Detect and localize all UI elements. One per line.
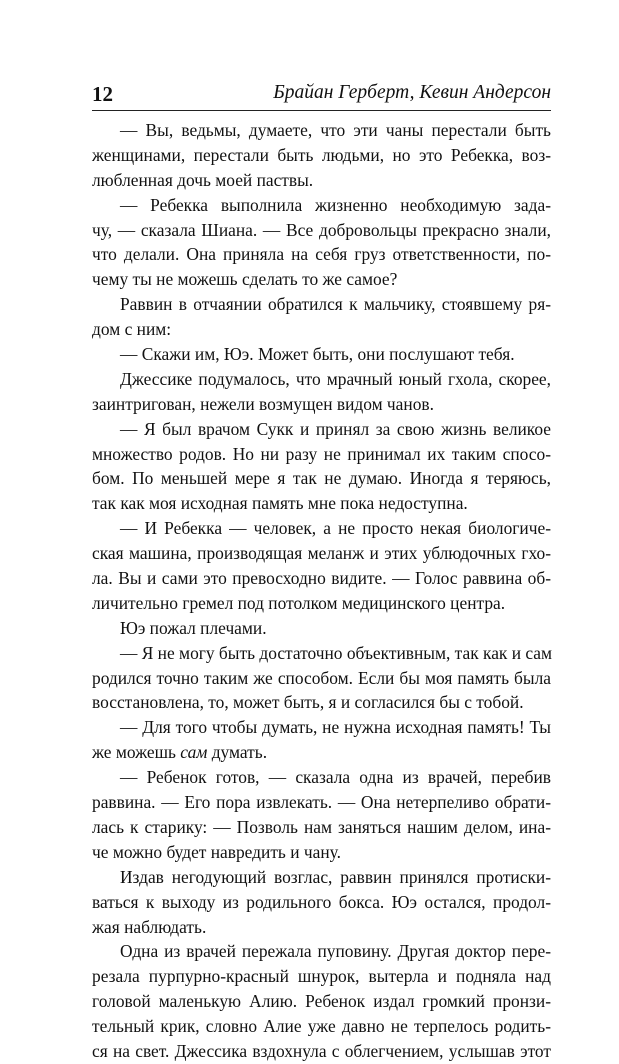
paragraph [92,292,551,342]
text-line: ваться к выходу из родильного бокса. Юэ остался, продол- [92,891,551,912]
text-line: любленная дочь моей паствы. [92,169,314,190]
text-line: — Ребекка выполнила жизненно необходимую зада- [120,194,551,215]
text-line: Издав негодующий возглас, раввин принялся протиски- [120,866,551,887]
running-header [92,80,551,111]
text-line: — Ребенок готов, — сказала одна из врачей, перебив [120,767,551,788]
text-line: Юэ пожал плечами. [120,617,267,638]
paragraph [92,417,551,517]
text-line: восстановлена, то, может быть, я и согласился бы с тобой. [92,692,524,713]
paragraph [92,939,551,1063]
page-body-text [92,118,551,1064]
text-line: дом с ним: [92,319,172,340]
text-line: Джессике подумалось, что мрачный юный гхола, скорее, [120,368,551,389]
text-line: раввина. — Его пора извлекать. — Она нетерпеливо обрати- [92,792,551,813]
paragraph [92,715,551,765]
text-line: чу, — сказала Шиана. — Все добровольцы прекрасно знали, [92,219,551,240]
text-line: ся на свет. Джессика вздохнула с облегчением, услышав этот [92,1040,551,1061]
paragraph [92,516,551,616]
text-line: что делали. Она приняла на себя груз ответственности, по- [92,244,551,265]
paragraph [92,865,551,940]
text-line: жая наблюдать. [92,916,207,937]
paragraph [92,193,551,293]
text-line: — Скажи им, Юэ. Может быть, они послушают тебя. [120,344,515,365]
text-line: Раввин в отчаянии обратился к мальчику, стоявшему ря- [120,294,551,315]
text-line: родился точно таким же способом. Если бы моя память была [92,667,551,688]
text-line: множество родов. Но ни разу не принимал их таким спосо- [92,443,551,464]
paragraph [92,765,551,865]
text-line: — И Ребекка — человек, а не просто некая биологиче- [120,518,551,539]
text-line: заинтригован, нежели возмущен видом чанов. [92,393,434,414]
paragraph [92,367,551,417]
text-line: тельный крик, словно Алие уже давно не терпелось родить- [92,1016,551,1037]
text-line: женщинами, перестали быть людьми, но это Ребекка, воз- [92,144,551,165]
paragraph [92,641,551,716]
paragraph [92,118,551,193]
text-line: лась к старику: — Позволь нам заняться нашим делом, ина- [92,816,551,837]
text-line: так как моя исходная память мне пока недоступна. [92,493,468,514]
text-line: — Для того чтобы думать, не нужна исходная память! Ты [120,717,551,738]
text-line: Одна из врачей пережала пуповину. Другая доктор пере- [120,941,551,962]
text-line: — Я не могу быть достаточно объективным, так как и сам [120,642,553,663]
text-line: головой маленькую Алию. Ребенок издал громкий пронзи- [92,991,551,1012]
text-line [92,740,551,765]
paragraph [92,616,551,641]
text-line: бом. По меньшей мере я так не думаю. Иногда я теряюсь, [92,468,551,489]
text-fragment: думать. [207,742,268,763]
page-number: 12 [92,82,113,106]
text-line: личительно гремел под потолком медицинского центра. [92,592,506,613]
text-line: ла. Вы и сами это превосходно видите. — Голос раввина об- [92,568,551,589]
running-title: Брайан Герберт, Кевин Андерсон [273,82,551,103]
text-line: — Вы, ведьмы, думаете, что эти чаны перестали быть [120,120,551,140]
text-line: чему ты не можешь сделать то же самое? [92,269,398,290]
text-line: резала пурпурно-красный шнурок, вытерла и подняла над [92,966,551,987]
text-line: че можно будет навредить и чану. [92,841,341,862]
emphasized-word: сам [180,742,208,763]
text-line: ская машина, производящая меланж и этих ублюдочных гхо- [92,543,551,564]
paragraph [92,342,551,367]
text-line: — Я был врачом Сукк и принял за свою жизнь великое [120,418,551,439]
text-fragment: же можешь [92,742,181,763]
